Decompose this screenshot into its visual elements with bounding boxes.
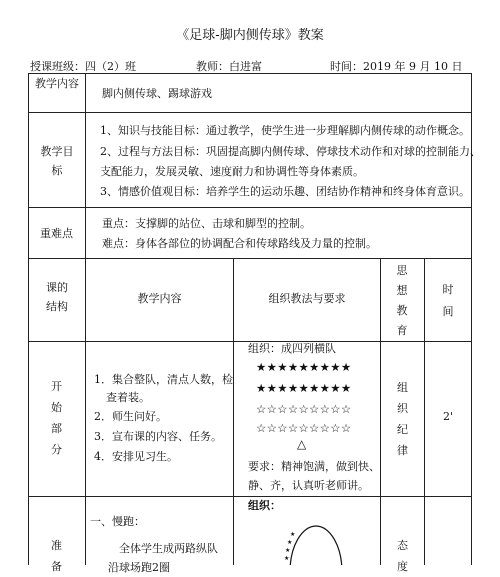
start-item: 4．安排见习生。 — [94, 450, 178, 463]
time-info: 时间：2019 年 9 月 10 日 — [330, 60, 463, 73]
header-structure: 课的结构 — [46, 281, 68, 313]
teacher-position-icon: △ — [297, 437, 307, 451]
start-org-title: 组织：成四列横队 — [248, 342, 336, 355]
formation-row-girls: ☆☆☆☆☆☆☆☆☆ — [256, 421, 352, 435]
start-item: 1．集合整队，清点人数，检 — [94, 373, 233, 386]
row-divider — [28, 207, 472, 208]
start-requirement: 要求：精神饱满，做到快、 — [248, 460, 380, 473]
svg-text:★: ★ — [287, 539, 293, 546]
start-time: 2' — [442, 410, 454, 423]
goal-line: 3、情感价值观目标：培养学生的运动乐趣、团结协作精神和终身体育意识。 — [100, 185, 470, 198]
key-label: 重难点 — [40, 227, 73, 240]
start-label: 开始部分 — [51, 380, 62, 456]
lesson-title: 《足球-脚内侧传球》教案 — [176, 28, 324, 43]
content-text: 脚内侧传球、踢球游戏 — [102, 87, 212, 100]
key-line: 重点：支撑脚的站位、击球和脚型的控制。 — [102, 217, 311, 230]
key-line: 难点：身体各部位的协调配合和传球路线及力量的控制。 — [102, 237, 377, 250]
table-border-top — [28, 73, 472, 74]
goal-line: 支配能力，发展灵敏、速度耐力和协调性等身体素质。 — [100, 165, 364, 178]
header-time: 时间 — [442, 283, 454, 318]
formation-row-boys: ★★★★★★★★★ — [256, 360, 352, 374]
goals-label: 教学目标 — [40, 145, 74, 177]
formation-row-girls: ☆☆☆☆☆☆☆☆☆ — [256, 402, 352, 416]
column-divider — [85, 73, 86, 565]
header-thought: 思想教育 — [396, 264, 408, 337]
teacher-info: 教师：白进富 — [196, 60, 262, 73]
content-label: 教学内容 — [35, 77, 79, 90]
header-method: 组织教法与要求 — [268, 292, 346, 305]
goal-line: 1、知识与技能目标：通过教学，使学生进一步理解脚内侧传球的动作概念。 — [100, 124, 470, 137]
goal-line: 2、过程与方法目标：巩固提高脚内侧传球、停球技术动作和对球的控制能力、 — [100, 145, 481, 158]
svg-text:★: ★ — [284, 555, 290, 562]
prep-item: 一、慢跑： — [90, 515, 145, 528]
prep-desc: 沿球场跑2圈 — [108, 561, 170, 574]
start-requirement: 静、齐，认真听老师讲。 — [248, 479, 369, 492]
start-item: 2．师生问好。 — [94, 410, 167, 423]
start-item: 3．宣布课的内容、任务。 — [94, 430, 222, 443]
column-divider — [380, 258, 381, 565]
class-info: 授课班级：四（2）班 — [30, 60, 136, 73]
table-border-left — [28, 73, 29, 565]
prep-desc: 全体学生成两路纵队 — [119, 542, 218, 555]
row-divider — [28, 258, 472, 259]
prep-label: 准备 — [51, 539, 62, 573]
formation-row-boys: ★★★★★★★★★ — [256, 381, 352, 395]
header-content: 教学内容 — [137, 292, 182, 305]
running-track-diagram — [276, 516, 356, 565]
svg-text:★: ★ — [290, 531, 296, 538]
start-thought: 组织纪律 — [397, 381, 408, 457]
row-divider — [28, 112, 472, 113]
start-item: 查着装。 — [106, 391, 150, 404]
svg-text:★: ★ — [285, 547, 291, 554]
prep-thought: 态度 — [397, 539, 408, 573]
prep-org-title: 组织： — [248, 499, 281, 512]
